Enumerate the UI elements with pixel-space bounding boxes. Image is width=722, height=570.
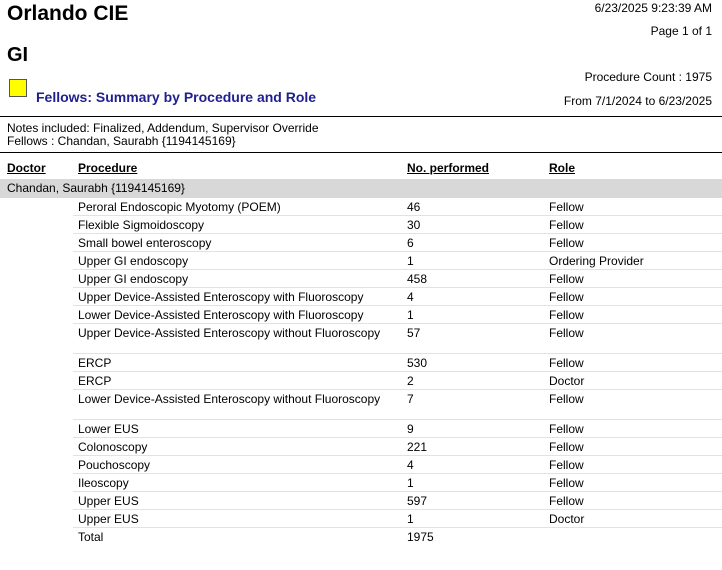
table-row <box>0 372 722 390</box>
column-header-doctor: Doctor <box>7 161 46 175</box>
role-cell: Fellow <box>549 290 584 304</box>
procedure-cell: Lower Device-Assisted Enteroscopy with Fluoroscopy <box>78 308 364 322</box>
role-cell: Fellow <box>549 218 584 232</box>
fellows-filter: Fellows : Chandan, Saurabh {1194145169} <box>7 134 236 148</box>
procedure-cell: Upper EUS <box>78 494 139 508</box>
procedure-cell: Upper EUS <box>78 512 139 526</box>
performed-cell: 1 <box>407 476 414 490</box>
notes-filter: Notes included: Finalized, Addendum, Supervisor Override <box>7 121 319 135</box>
table-row <box>0 510 722 528</box>
performed-cell: 1 <box>407 254 414 268</box>
performed-cell: 57 <box>407 326 421 340</box>
procedure-cell: Upper Device-Assisted Enteroscopy with Fluoroscopy <box>78 290 364 304</box>
performed-cell: 9 <box>407 422 414 436</box>
performed-cell: 30 <box>407 218 421 232</box>
procedure-cell: Colonoscopy <box>78 440 148 454</box>
table-row <box>0 474 722 492</box>
role-cell: Fellow <box>549 494 584 508</box>
role-cell: Fellow <box>549 476 584 490</box>
filter-divider <box>0 152 722 153</box>
procedure-cell: Small bowel enteroscopy <box>78 236 212 250</box>
org-title: Orlando CIE <box>7 2 129 25</box>
procedure-cell: Upper GI endoscopy <box>78 272 189 286</box>
role-cell: Fellow <box>549 458 584 472</box>
column-header-role: Role <box>549 161 576 175</box>
role-cell: Fellow <box>549 422 584 436</box>
procedure-cell: Ileoscopy <box>78 476 129 490</box>
column-header-procedure: Procedure <box>78 161 138 175</box>
report-timestamp: 6/23/2025 9:23:39 AM <box>594 1 712 15</box>
table-row <box>0 252 722 270</box>
table-row <box>0 306 722 324</box>
procedure-count: Procedure Count : 1975 <box>584 70 712 84</box>
performed-cell: 1975 <box>407 530 434 544</box>
performed-cell: 4 <box>407 290 414 304</box>
procedure-cell: Pouchoscopy <box>78 458 151 472</box>
table-row <box>0 216 722 234</box>
table-row <box>0 270 722 288</box>
role-cell: Doctor <box>549 374 585 388</box>
role-cell: Fellow <box>549 236 584 250</box>
header-divider <box>0 116 722 117</box>
performed-cell: 6 <box>407 236 414 250</box>
procedure-cell: Upper GI endoscopy <box>78 254 189 268</box>
department-title: GI <box>7 44 29 66</box>
table-row <box>0 324 722 354</box>
role-cell: Fellow <box>549 200 584 214</box>
table-row <box>0 198 722 216</box>
page-number: Page 1 of 1 <box>650 24 712 38</box>
procedure-cell: Total <box>78 530 104 544</box>
procedure-cell: ERCP <box>78 374 112 388</box>
procedure-cell: Lower Device-Assisted Enteroscopy without Fluoroscopy <box>78 392 381 406</box>
performed-cell: 1 <box>407 308 414 322</box>
performed-cell: 221 <box>407 440 428 454</box>
performed-cell: 2 <box>407 374 414 388</box>
table-row <box>0 288 722 306</box>
performed-cell: 1 <box>407 512 414 526</box>
role-cell: Fellow <box>549 308 584 322</box>
table-row <box>0 420 722 438</box>
role-cell: Fellow <box>549 356 584 370</box>
procedure-cell: Lower EUS <box>78 422 139 436</box>
legend-color-swatch <box>9 79 27 97</box>
performed-cell: 597 <box>407 494 428 508</box>
performed-cell: 530 <box>407 356 428 370</box>
doctor-name: Chandan, Saurabh {1194145169} <box>7 181 185 195</box>
performed-cell: 7 <box>407 392 414 406</box>
doctor-group-row <box>0 179 722 198</box>
procedure-cell: Peroral Endoscopic Myotomy (POEM) <box>78 200 281 214</box>
performed-cell: 458 <box>407 272 428 286</box>
procedure-cell: ERCP <box>78 356 112 370</box>
date-range: From 7/1/2024 to 6/23/2025 <box>563 94 712 108</box>
total-row <box>0 528 722 546</box>
table-row <box>0 234 722 252</box>
table-row <box>0 354 722 372</box>
performed-cell: 4 <box>407 458 414 472</box>
role-cell: Ordering Provider <box>549 254 644 268</box>
table-row <box>0 492 722 510</box>
role-cell: Fellow <box>549 326 584 340</box>
table-row <box>0 456 722 474</box>
procedure-table <box>0 198 722 546</box>
report-title: Fellows: Summary by Procedure and Role <box>36 89 317 105</box>
role-cell: Fellow <box>549 392 584 406</box>
procedure-cell: Flexible Sigmoidoscopy <box>78 218 205 232</box>
role-cell: Fellow <box>549 272 584 286</box>
role-cell: Doctor <box>549 512 585 526</box>
performed-cell: 46 <box>407 200 421 214</box>
role-cell: Fellow <box>549 440 584 454</box>
procedure-cell: Upper Device-Assisted Enteroscopy without Fluoroscopy <box>78 326 381 340</box>
column-header-performed: No. performed <box>407 161 490 175</box>
table-row <box>0 390 722 420</box>
table-row <box>0 438 722 456</box>
